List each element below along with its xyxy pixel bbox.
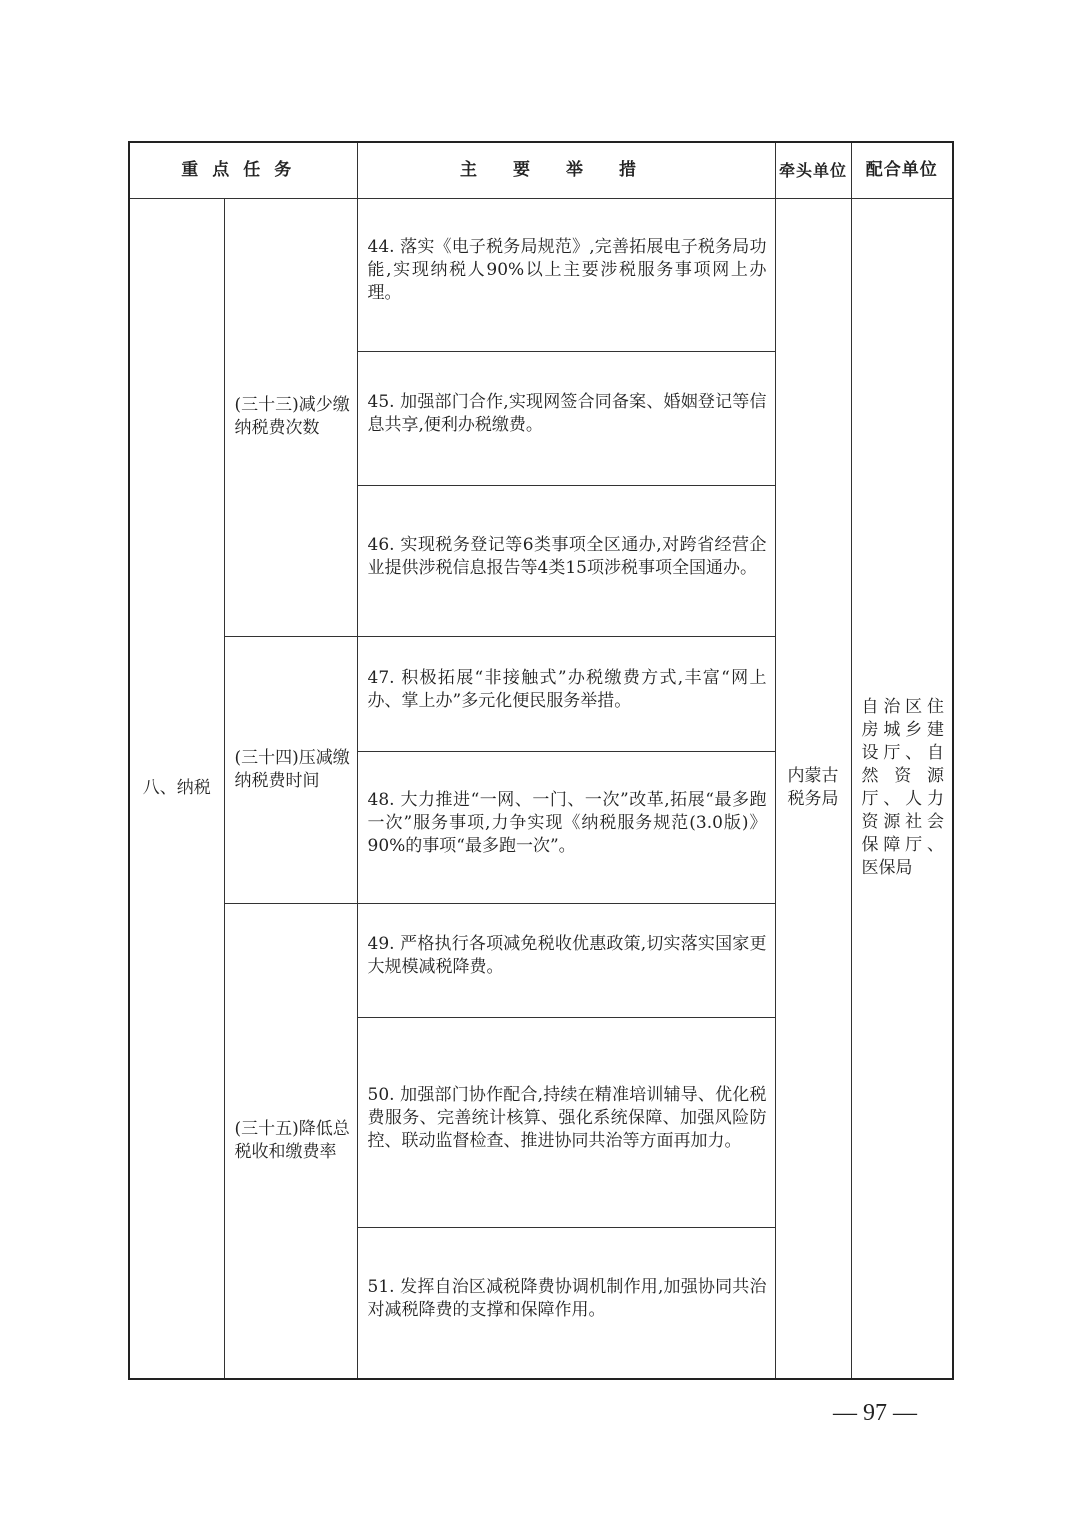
measure-text: 45. 加强部门合作,实现网签合同备案、婚姻登记等信息共享,便利办税缴费。 — [367, 392, 767, 435]
measure-cell — [357, 198, 775, 351]
header-key-task: 重点任务 — [129, 142, 357, 198]
measure-text: 51. 发挥自治区减税降费协调机制作用,加强协同共治对减税降费的支撑和保障作用。 — [367, 1276, 767, 1320]
measure-text: 48. 大力推进“一网、一门、一次”改革,拓展“最多跑一次”服务事项,力争实现《纳税服务规范(3.0版)》90%的事项“最多跑一次”。 — [367, 789, 767, 856]
task-cell: (三十五)降低总税收和缴费率 — [224, 903, 357, 1379]
category-cell: 八、纳税 — [129, 198, 224, 1379]
measure-text: 47. 积极拓展“非接触式”办税缴费方式,丰富“网上办、掌上办”多元化便民服务举措。 — [367, 667, 767, 711]
measure-text: 44. 落实《电子税务局规范》,完善拓展电子税务局功能,实现纳税人90%以上主要涉税服务事项网上办理。 — [367, 237, 767, 303]
lead-unit-cell: 内蒙古税务局 — [775, 198, 851, 1379]
table-row — [129, 198, 953, 351]
measure-cell — [357, 351, 775, 485]
task-cell: (三十三)减少缴纳税费次数 — [224, 198, 357, 636]
page-number: — 97 — — [833, 1400, 917, 1426]
measure-cell — [357, 1227, 775, 1379]
task-cell: (三十四)压减缴纳税费时间 — [224, 636, 357, 903]
measure-text: 46. 实现税务登记等6类事项全区通办,对跨省经营企业提供涉税信息报告等4类15项涉税事项全国通办。 — [367, 534, 767, 578]
measure-text: 50. 加强部门协作配合,持续在精准培训辅导、优化税费服务、完善统计核算、强化系统保障、加强风险防控、联动监督检查、推进协同共治等方面再加力。 — [367, 1084, 767, 1151]
measure-cell — [357, 903, 775, 1017]
measure-cell — [357, 751, 775, 903]
measures-table — [128, 141, 954, 1380]
coop-unit-cell: 自治区住房城乡建设厅、自然资源厅、人力资源社会保障厅、医保局 — [851, 198, 953, 1379]
header-lead-unit: 牵头单位 — [775, 142, 851, 198]
measure-text: 49. 严格执行各项减免税收优惠政策,切实落实国家更大规模减税降费。 — [367, 934, 767, 977]
measure-cell — [357, 1017, 775, 1227]
header-coop-unit: 配合单位 — [851, 142, 953, 198]
header-main-measures: 主要举措 — [357, 142, 775, 198]
measure-cell — [357, 636, 775, 751]
table-header-row — [129, 142, 953, 198]
measure-cell — [357, 485, 775, 636]
